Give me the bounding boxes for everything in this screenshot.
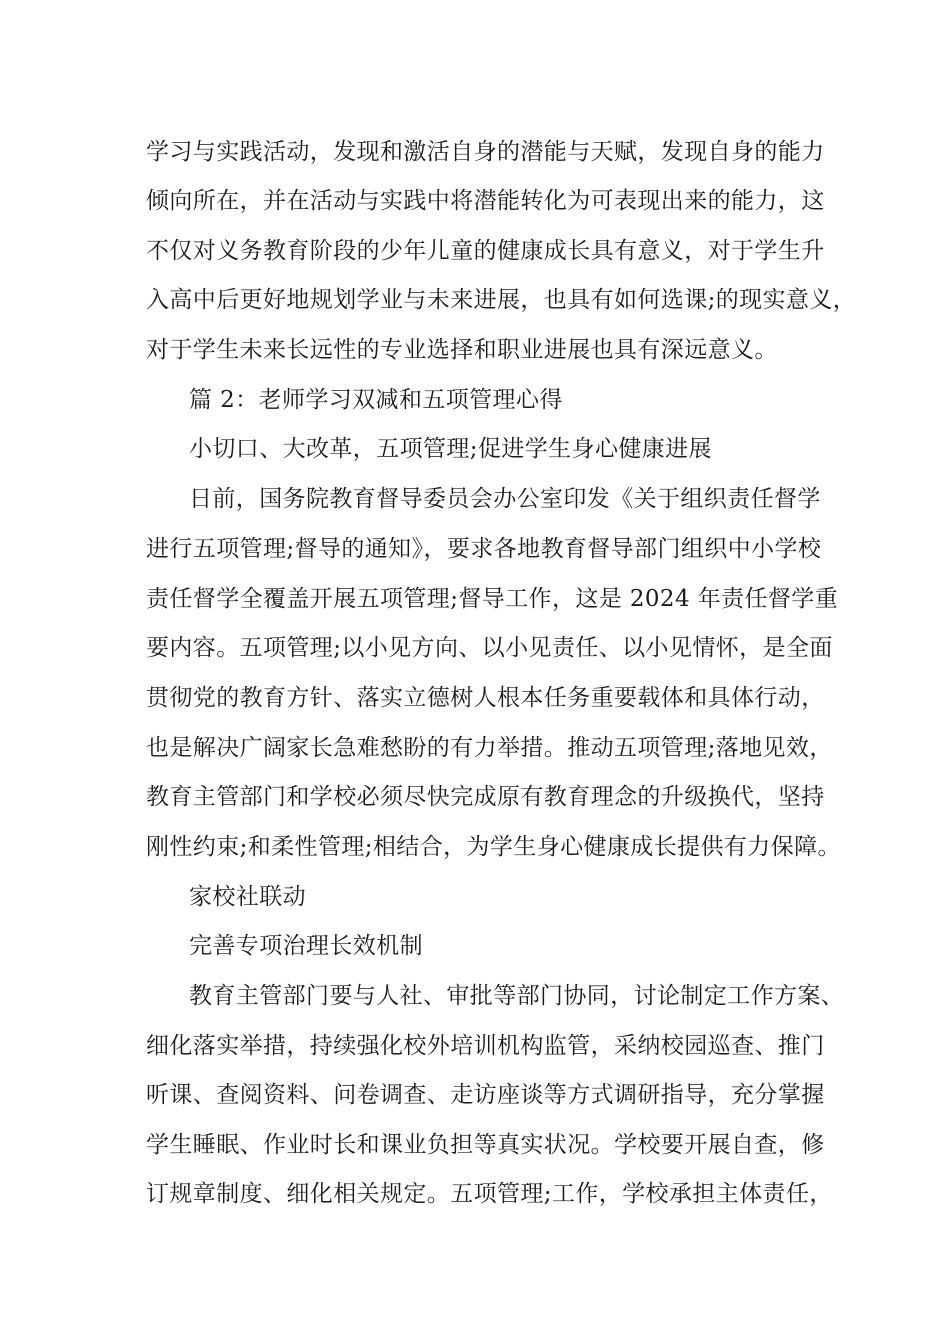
paragraph-line: 不仅对义务教育阶段的少年儿童的健康成长具有意义，对于学生升 xyxy=(146,238,825,264)
paragraph-line: 订规章制度、细化相关规定。五项管理;工作，学校承担主体责任， xyxy=(146,1181,833,1207)
paragraph-line: 对于学生未来长远性的专业选择和职业进展也具有深远意义。 xyxy=(146,337,778,363)
section-heading: 篇 2：老师学习双减和五项管理心得 xyxy=(189,387,563,413)
paragraph-line: 倾向所在，并在活动与实践中将潜能转化为可表现出来的能力，这 xyxy=(146,188,825,214)
subheading: 小切口、大改革，五项管理;促进学生身心健康进展 xyxy=(189,436,712,462)
paragraph-line: 要内容。五项管理;以小见方向、以小见责任、以小见情怀，是全面 xyxy=(146,635,833,661)
paragraph-line: 也是解决广阔家长急难愁盼的有力举措。推动五项管理;落地见效， xyxy=(146,735,833,761)
subheading: 家校社联动 xyxy=(189,884,306,910)
paragraph-line: 责任督学全覆盖开展五项管理;督导工作，这是 2024 年责任督学重 xyxy=(146,586,839,612)
paragraph-line: 贯彻党的教育方针、落实立德树人根本任务重要载体和具体行动， xyxy=(146,685,825,711)
paragraph-line: 学生睡眠、作业时长和课业负担等真实状况。学校要开展自查，修 xyxy=(146,1132,825,1158)
paragraph-line: 教育主管部门和学校必须尽快完成原有教育理念的升级换代，坚持 xyxy=(146,784,825,810)
paragraph-line: 刚性约束;和柔性管理;相结合，为学生身心健康成长提供有力保障。 xyxy=(146,834,841,860)
paragraph-line: 学习与实践活动，发现和激活自身的潜能与天赋，发现自身的能力 xyxy=(146,139,825,165)
paragraph-line: 进行五项管理;督导的通知》，要求各地教育督导部门组织中小学校 xyxy=(146,536,822,562)
paragraph-line: 听课、查阅资料、问卷调查、走访座谈等方式调研指导，充分掌握 xyxy=(146,1082,825,1108)
paragraph-line: 入高中后更好地规划学业与未来进展，也具有如何选课;的现实意义， xyxy=(146,287,857,313)
paragraph-line: 教育主管部门要与人社、审批等部门协同，讨论制定工作方案、 xyxy=(189,983,845,1009)
paragraph-line: 细化落实举措，持续强化校外培训机构监管，采纳校园巡查、推门 xyxy=(146,1033,825,1059)
paragraph-line: 日前，国务院教育督导委员会办公室印发《关于组织责任督学 xyxy=(189,486,821,512)
subheading: 完善专项治理长效机制 xyxy=(189,933,423,959)
